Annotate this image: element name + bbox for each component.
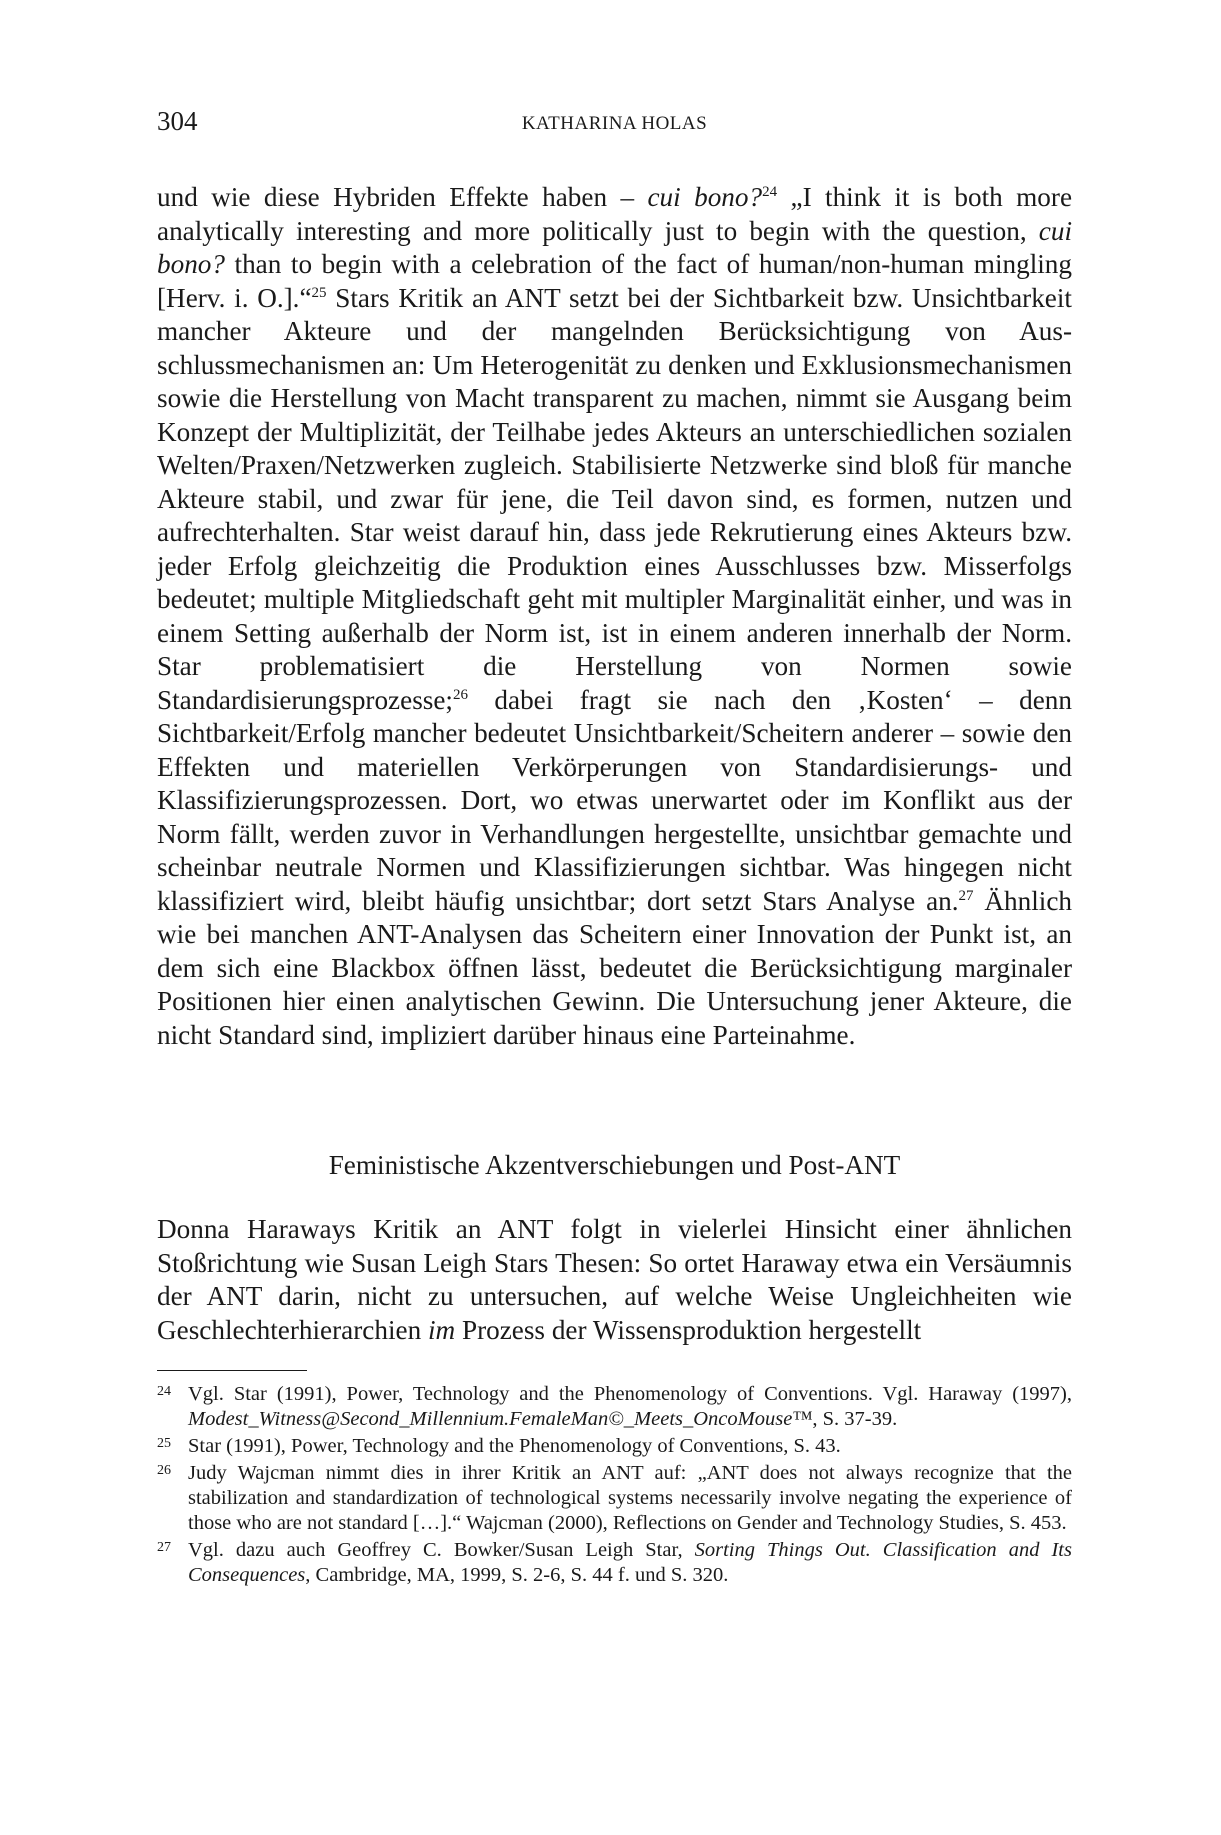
- footnote-26: [157, 1461, 1072, 1536]
- footnote-25: [157, 1434, 1072, 1459]
- text-run: Prozess der Wissensproduktion hergestellt: [455, 1314, 922, 1345]
- page-number: 304: [157, 106, 198, 136]
- text-run: „I think it is both more analytically interesting and more politically just to begin with the question,: [157, 182, 1073, 246]
- italic-run: cui bono?: [647, 182, 763, 212]
- footnote-text: Vgl. dazu auch Geoffrey C. Bowker/Susan Leigh Star,: [188, 1539, 695, 1561]
- body-paragraph-1: [157, 181, 1072, 1052]
- footnote-ref-27[interactable]: 27: [958, 887, 974, 904]
- footnote-ref-25[interactable]: 25: [311, 284, 327, 301]
- footnote-number: 27: [157, 1540, 171, 1555]
- footnote-text: , S. 37-39.: [812, 1408, 898, 1430]
- text-run: und wie diese Hybriden Effekte haben –: [157, 182, 648, 212]
- section-heading: Feministische Akzentverschiebungen und Post-ANT: [328, 1150, 901, 1180]
- footnote-27: [157, 1538, 1072, 1588]
- footnotes: [157, 1382, 1072, 1590]
- body-paragraph-2: [157, 1213, 1072, 1347]
- text-run: Ähnlich wie bei manchen ANT-Analysen das Scheitern einer Innovation der Punkt ist, an dem sich eine Blackbox öffnen lässt, bedeutet die Berücksichtigung marginaler Positionen hier einen analytischen Gewinn. Die Untersuchung jener Akteure, die nicht Standard sind, impliziert darüber hinaus eine Parteinahme.: [157, 885, 1072, 1050]
- italic-run: cui bono?: [157, 215, 1072, 279]
- footnote-text: Judy Wajcman nimmt dies in ihrer Kritik an ANT auf: „ANT does not always recognize that the stabilization and standardization of technological systems necessarily involve negating the experience of those who are not standard […].“ Wajcman (2000), Reflections on Gender and Technology Studies, S. 453.: [188, 1462, 1072, 1534]
- footnote-ref-24[interactable]: 24: [762, 183, 778, 200]
- italic-run: im: [427, 1314, 456, 1345]
- text-run: dabei fragt sie nach den ‚Kosten‘ – denn Sichtbarkeit/Erfolg mancher bedeutet Unsichtbarkeit/Scheitern anderer – sowie den Effekten und materiellen Verkörperungen von Standardisierungs- und Klassifizierungsprozessen. Dort, wo etwas unerwartet oder im Konflikt aus der Norm fällt, werden zuvor in Verhandlungen hergestellte, unsichtbar gemachte und scheinbar neutrale Normen und Klassifizierungen sichtbar. Was hingegen nicht klassifiziert wird, bleibt häufig unsichtbar; dort setzt Stars Analyse an.: [157, 684, 1072, 916]
- footnote-ref-26[interactable]: 26: [452, 686, 468, 703]
- footnote-text: Star (1991), Power, Technology and the Phenomenology of Conventions, S. 43.: [188, 1435, 841, 1457]
- footnote-number: 24: [157, 1384, 171, 1399]
- footnote-number: 26: [157, 1463, 171, 1478]
- footnote-italic: Modest_Witness@Second_Millennium.FemaleMan©_Meets_OncoMouse™: [188, 1408, 813, 1430]
- text-run: than to begin with a celebration of the fact of human/non-human mingling [Herv. i. O.].“: [157, 249, 1072, 313]
- footnote-italic: Sorting Things Out. Classification and Its Consequences: [188, 1539, 1072, 1586]
- text-run: Stars Kritik an ANT setzt bei der Sichtbarkeit bzw. Unsichtbarkeit mancher Akteure und der mangelnden Berücksichtigung von Ausschlussmechanismen an: Um Heterogenität zu denken und Exklusionsmechanismen sowie die Herstellung von Macht transparent zu machen, nimmt sie Ausgang beim Konzept der Multiplizität, der Teilhabe jedes Akteurs an unterschiedlichen sozialen Welten/Praxen/Netzwerken zugleich. Stabilisierte Netzwerke sind bloß für manche Akteure stabil, und zwar für jene, die Teil davon sind, es formen, nutzen und aufrechterhalten. Star weist darauf hin, dass jede Rekrutierung eines Akteurs bzw. jeder Erfolg gleichzeitig die Produktion eines Ausschlusses bzw. Misserfolgs bedeutet; multiple Mitgliedschaft geht mit multipler Marginalität einher, und was in einem Setting außerhalb der Norm ist, ist in einem anderen innerhalb der Norm. Star problematisiert die Herstellung von Normen sowie Standardisierungsprozesse;: [157, 282, 1072, 715]
- footnote-text: , Cambridge, MA, 1999, S. 2-6, S. 44 f. und S. 320.: [305, 1564, 729, 1586]
- footnote-divider: [157, 1370, 307, 1371]
- text-run: Donna Haraways Kritik an ANT folgt in vielerlei Hinsicht einer ähnlichen Stoßrichtung wie Susan Leigh Stars Thesen: So ortet Haraway etwa ein Versäumnis der ANT darin, nicht zu untersuchen, auf welche Weise Ungleichheiten wie Geschlechterhierarchien: [157, 1214, 1072, 1345]
- footnote-number: 25: [157, 1436, 171, 1451]
- running-head: KATHARINA HOLAS: [521, 113, 708, 134]
- footnote-24: [157, 1382, 1072, 1432]
- footnote-text: Vgl. Star (1991), Power, Technology and the Phenomenology of Conventions. Vgl. Haraway (1997),: [188, 1383, 1072, 1405]
